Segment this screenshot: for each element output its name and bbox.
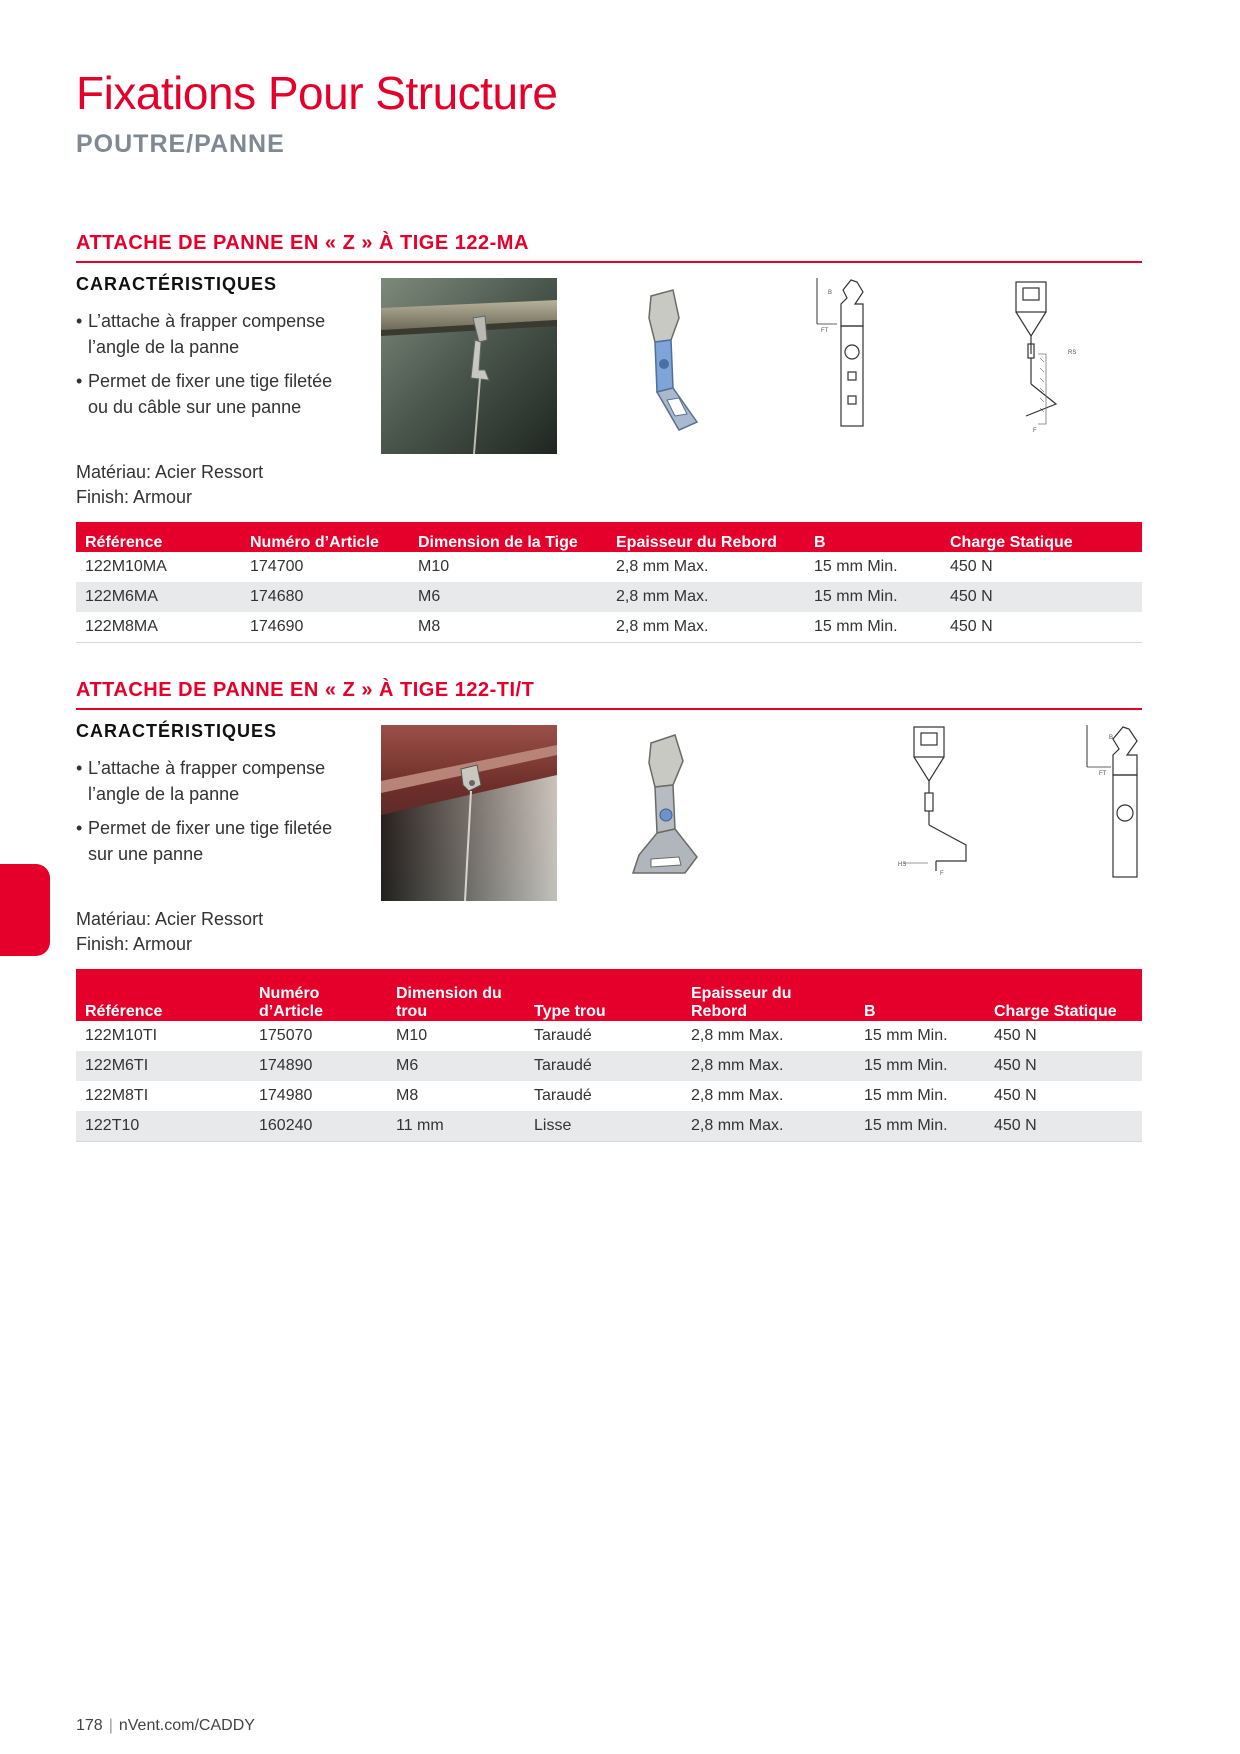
table-row <box>76 1051 1142 1081</box>
table-row <box>76 1111 1142 1142</box>
finish-line: Finish: Armour <box>76 487 193 507</box>
table-cell: 122M10MA <box>85 558 167 575</box>
column-header: Référence <box>76 969 250 1021</box>
material-line: Matériau: Acier Ressort <box>76 462 264 482</box>
table-cell: M6 <box>387 1051 525 1081</box>
table-cell: Taraudé <box>525 1051 682 1081</box>
table-cell: Taraudé <box>534 1087 592 1104</box>
dimension-label: RS <box>1068 350 1077 356</box>
feature-item: • L’attache à frapper compense l’angle de la panne <box>76 308 346 360</box>
column-header: Type trou <box>525 969 682 1021</box>
chapter-side-tab <box>0 864 50 956</box>
product-image <box>621 733 711 888</box>
dimension-label: B <box>1109 735 1114 741</box>
page-subtitle: POUTRE/PANNE <box>76 130 285 158</box>
column-header: Numéro d’Article <box>250 969 387 1021</box>
column-header: B <box>855 969 985 1021</box>
section-heading: ATTACHE DE PANNE EN « Z » À TIGE 122-MA <box>76 232 1142 263</box>
table-cell: 2,8 mm Max. <box>682 1051 855 1081</box>
product-image <box>621 288 711 443</box>
table-cell: 450 N <box>994 1027 1037 1044</box>
material-info <box>76 460 263 510</box>
features-title: CARACTÉRISTIQUES <box>76 721 278 741</box>
table-cell: 174690 <box>241 612 409 643</box>
material-info <box>76 907 263 957</box>
table-cell: 174980 <box>259 1087 313 1104</box>
table-cell: 450 N <box>985 1111 1142 1142</box>
installation-photo <box>381 725 557 901</box>
table-cell: 15 mm Min. <box>805 612 941 643</box>
table-cell: 450 N <box>950 558 993 575</box>
dimension-label: F <box>940 871 944 877</box>
technical-drawing-front <box>1081 721 1171 886</box>
page-footer <box>76 1717 255 1735</box>
column-header: Numéro d’Article <box>241 522 409 552</box>
table-cell: M8 <box>409 612 607 643</box>
table-cell: M8 <box>396 1087 419 1104</box>
table-cell: 450 N <box>941 612 1142 643</box>
table-cell: 122M8TI <box>85 1087 149 1104</box>
section-heading: ATTACHE DE PANNE EN « Z » À TIGE 122-TI/T <box>76 679 1142 710</box>
table-cell: 2,8 mm Max. <box>691 1027 784 1044</box>
features-list <box>76 755 346 875</box>
features-title: CARACTÉRISTIQUES <box>76 274 278 294</box>
table-cell: 15 mm Min. <box>864 1027 948 1044</box>
table-cell: Taraudé <box>534 1027 592 1044</box>
table-cell: 450 N <box>941 582 1142 612</box>
column-header: Dimension du trou <box>387 969 525 1021</box>
table-cell: Lisse <box>525 1111 682 1142</box>
table-row <box>76 582 1142 612</box>
table-cell: 2,8 mm Max. <box>616 558 709 575</box>
column-header: Epaisseur du Rebord <box>682 969 855 1021</box>
product-section-122-ti <box>76 679 1142 1149</box>
column-header: Charge Statique <box>985 969 1142 1021</box>
column-header: Charge Statique <box>941 522 1142 552</box>
table-row <box>76 612 1142 643</box>
table-cell: 122T10 <box>76 1111 250 1142</box>
table-cell: 15 mm Min. <box>814 558 898 575</box>
table-cell: M10 <box>418 558 450 575</box>
material-line: Matériau: Acier Ressort <box>76 909 264 929</box>
table-cell: 2,8 mm Max. <box>691 1087 784 1104</box>
installation-photo <box>381 278 557 454</box>
table-cell: 122M6MA <box>76 582 241 612</box>
footer-site-link[interactable]: nVent.com/CADDY <box>118 1717 255 1734</box>
table-cell: 174680 <box>241 582 409 612</box>
table-cell: 450 N <box>985 1051 1142 1081</box>
table-cell: 174700 <box>250 558 304 575</box>
feature-item: • L’attache à frapper compense l’angle de la panne <box>76 755 346 807</box>
table-cell: 15 mm Min. <box>864 1087 948 1104</box>
technical-drawing-side <box>996 274 1096 439</box>
table-cell: 15 mm Min. <box>805 582 941 612</box>
page-title: Fixations Pour Structure <box>76 67 558 119</box>
table-cell: 2,8 mm Max. <box>607 582 805 612</box>
dimension-label: FT <box>1099 771 1107 777</box>
table-cell: 15 mm Min. <box>855 1111 985 1142</box>
table-cell: 160240 <box>250 1111 387 1142</box>
feature-item: • Permet de fixer une tige filetée sur une panne <box>76 815 346 867</box>
table-row <box>76 552 1142 582</box>
table-cell: 174890 <box>250 1051 387 1081</box>
spec-table-122-ma <box>76 522 1142 643</box>
table-cell: 2,8 mm Max. <box>607 612 805 643</box>
dimension-label: HS <box>898 862 907 868</box>
table-cell: 122M8MA <box>76 612 241 643</box>
dimension-label: B <box>828 290 833 296</box>
technical-drawing-front <box>811 274 901 439</box>
footer-separator: | <box>108 1717 113 1734</box>
table-cell: 2,8 mm Max. <box>682 1111 855 1142</box>
dimension-label: FT <box>821 328 829 334</box>
column-header: Epaisseur du Rebord <box>607 522 805 552</box>
table-row <box>76 1081 1142 1111</box>
column-header: Référence <box>76 522 241 552</box>
table-cell: 175070 <box>259 1027 313 1044</box>
table-cell: M10 <box>396 1027 428 1044</box>
technical-drawing-side <box>896 721 996 886</box>
table-cell: 450 N <box>994 1087 1037 1104</box>
page-number: 178 <box>76 1717 103 1734</box>
table-cell: M6 <box>409 582 607 612</box>
column-header: Dimension de la Tige <box>409 522 607 552</box>
table-cell: 11 mm <box>387 1111 525 1142</box>
finish-line: Finish: Armour <box>76 934 193 954</box>
table-cell: 122M10TI <box>85 1027 158 1044</box>
product-section-122-ma <box>76 232 1142 652</box>
dimension-label: F <box>1033 428 1037 434</box>
column-header: B <box>805 522 941 552</box>
features-list <box>76 308 346 428</box>
spec-table-122-ti <box>76 969 1142 1142</box>
feature-item: • Permet de fixer une tige filetée ou du câble sur une panne <box>76 368 346 420</box>
table-cell: 122M6TI <box>76 1051 250 1081</box>
table-row <box>76 1021 1142 1051</box>
table-cell: 15 mm Min. <box>855 1051 985 1081</box>
